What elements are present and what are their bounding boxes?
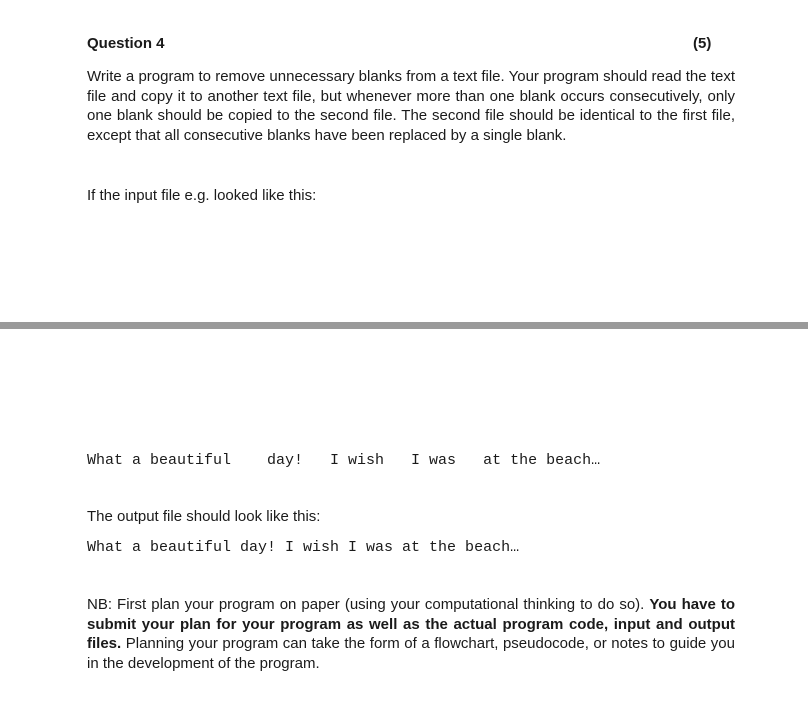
- nb-end-text: Planning your program can take the form of a flowchart, pseudocode, or notes to guide you in the development of the program.: [87, 635, 735, 672]
- nb-bold-text: You have to submit your plan for your program as well as the actual program code, input and output files.: [87, 596, 736, 652]
- input-intro: If the input file e.g. looked like this:: [87, 187, 317, 204]
- nb-paragraph: [87, 595, 735, 673]
- output-example: What a beautiful day! I wish I was at the beach…: [87, 539, 520, 556]
- instruction-paragraph: Write a program to remove unnecessary blanks from a text file. Your program should read the text file and copy it to another text file, but whenever more than one blank occurs consecutively, only one blank should be copied to the second file. The second file should be identical to the first file, except that all consecutive blanks have been replaced by a single blank.: [87, 68, 735, 144]
- page-divider: [0, 322, 808, 329]
- input-example: What a beautiful day! I wish I was at the beach…: [87, 452, 601, 469]
- question-marks: (5): [693, 35, 712, 52]
- nb-start-text: NB: First plan your program on paper (using your computational thinking to do so).: [87, 596, 645, 613]
- output-intro: The output file should look like this:: [87, 508, 321, 525]
- question-title: Question 4: [87, 35, 165, 52]
